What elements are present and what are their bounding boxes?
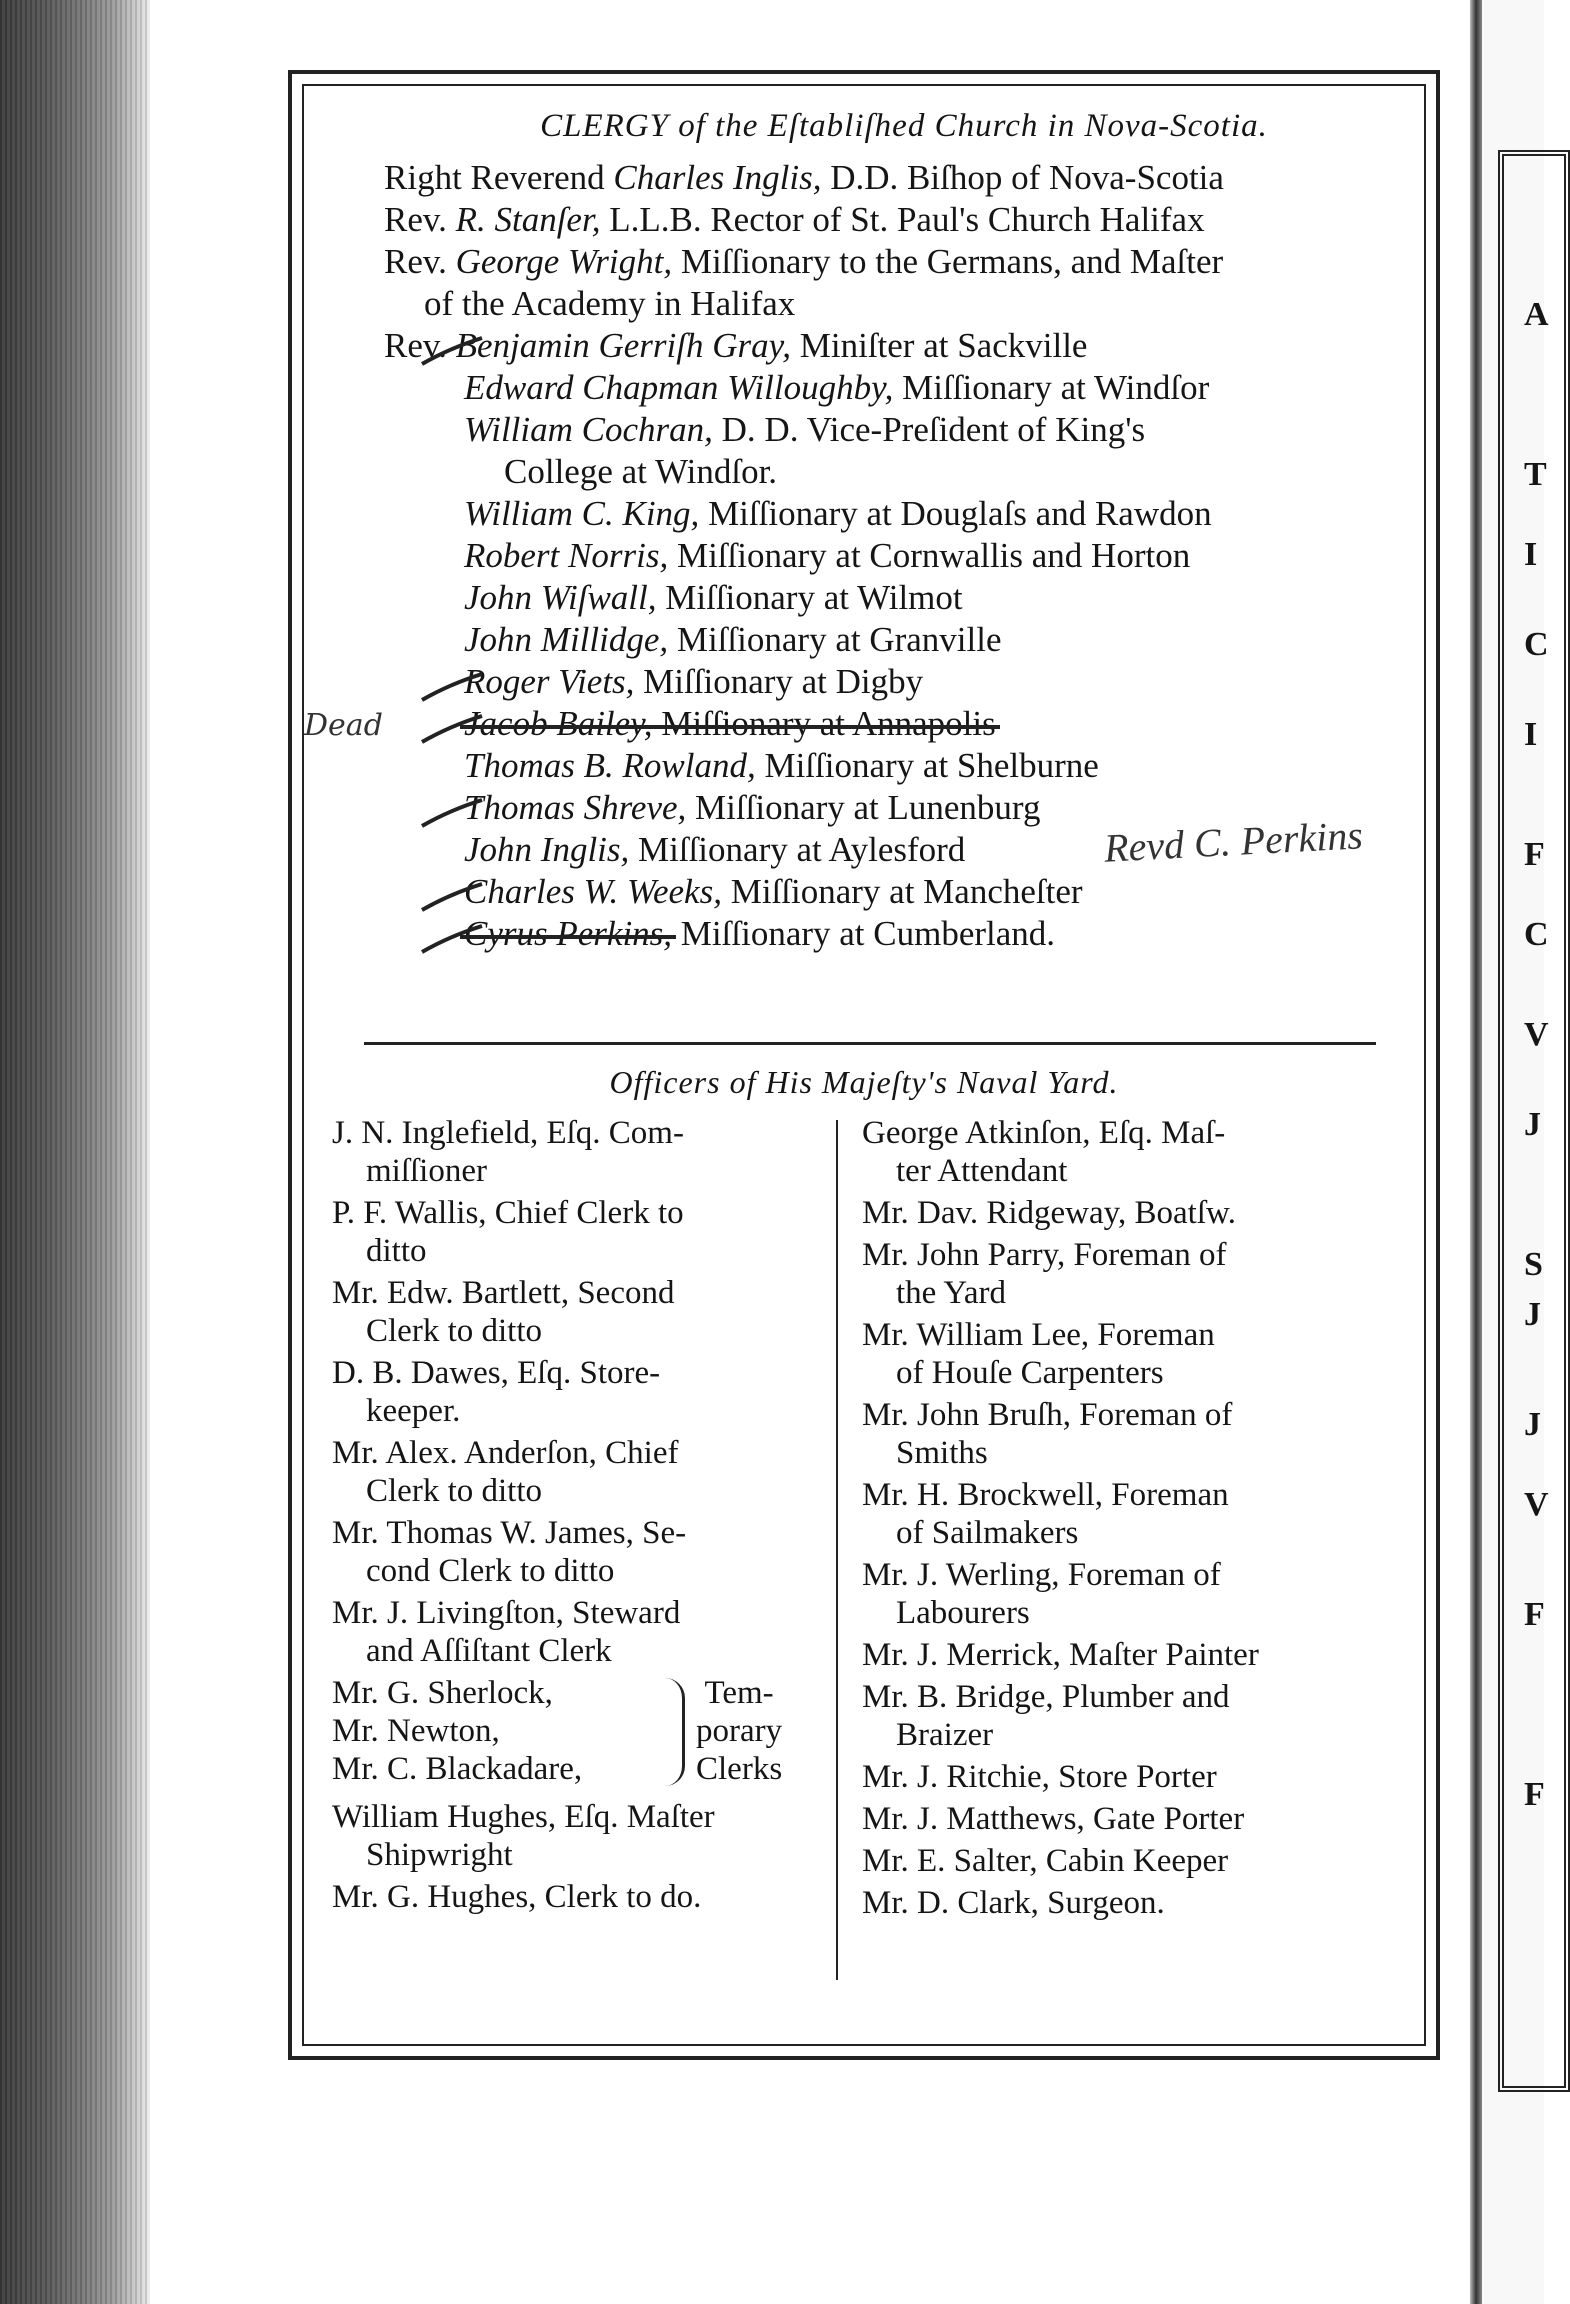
clergy-entry-role: Miniſter at Sackville [791,326,1088,365]
clergy-entry [384,577,1424,619]
clergy-entry-prefix: Rev. [384,242,456,281]
temporary-clerk-name: Mr. G. Sherlock, [332,1675,553,1711]
adjacent-page [1482,0,1549,2304]
clergy-entry [384,619,1424,661]
clergy-entry-name: Cyrus Perkins, [464,914,673,953]
clergy-entry-name: John Wiſwall, [464,578,657,617]
clergy-entry-name: John Inglis, [464,830,630,869]
clergy-entry [384,493,1424,535]
clergy-entry [384,745,1424,787]
adjacent-page-letter: F [1524,1596,1545,1633]
clergy-entry-role: Miſſionary at Granville [668,620,1002,659]
naval-officer-line-cont: of Houſe Carpenters [896,1355,1164,1391]
clergy-entry-role: Miſſionary at Digby [634,662,924,701]
clergy-entry-role: Miſſionary at Annapolis [652,704,996,743]
naval-officer-entry [332,1114,832,1190]
naval-officer-entry [862,1316,1362,1392]
handwritten-replacement-annotation: Revd C. Perkins [1102,812,1364,871]
clergy-entry-role: Miſſionary at Cumberland. [672,914,1056,953]
naval-officer-line: Mr. J. Livingſton, Steward [332,1595,681,1631]
temporary-label-line: Clerks [696,1751,783,1787]
naval-officer-entry [862,1636,1362,1674]
adjacent-page-frame [1498,150,1570,2092]
adjacent-page-letter: V [1524,1486,1549,1523]
clergy-entry [384,367,1424,409]
naval-officer-line: Mr. J. Matthews, Gate Porter [862,1801,1245,1837]
naval-officer-line: William Hughes, Eſq. Maſter [332,1799,715,1835]
naval-officer-line-cont: ditto [366,1233,427,1269]
clergy-entry-name: Roger Viets, [464,662,635,701]
naval-officer-line: Mr. J. Merrick, Maſter Painter [862,1637,1259,1673]
temporary-label-line: porary [696,1713,783,1749]
naval-officer-entry [862,1758,1362,1796]
document-frame [288,70,1440,2060]
adjacent-page-letter: A [1524,296,1549,333]
adjacent-page-letter: I [1524,716,1538,753]
clergy-entry-name: Thomas Shreve, [464,788,687,827]
adjacent-page-letter: F [1524,836,1545,873]
clergy-entry-name: Thomas B. Rowland, [464,746,756,785]
clergy-entry-prefix: Rev. [384,326,456,365]
clergy-entry [384,325,1424,367]
section-rule [364,1042,1376,1045]
clergy-entry-role: Miſſionary at Aylesford [629,830,966,869]
clergy-entry-role: L.L.B. Rector of St. Paul's Church Halifax [600,200,1205,239]
naval-officer-line-cont: Braizer [896,1717,994,1753]
clergy-entry-role: Miſſionary at Douglaſs and Rawdon [699,494,1212,533]
clergy-entry [384,199,1424,241]
clergy-entry-name: William Cochran, [464,410,713,449]
clergy-entry-prefix: Rev. [384,200,456,239]
naval-officer-line: Mr. John Parry, Foreman of [862,1237,1227,1273]
clergy-entry-role: Miſſionary to the Germans, and Maſter [672,242,1224,281]
handwritten-tick-mark [420,334,484,368]
naval-officer-entry [862,1800,1362,1838]
naval-officer-entry [862,1884,1362,1922]
clergy-entry-name: Jacob Bailey, [464,704,653,743]
clergy-entry-role: Miſſionary at Windſor [893,368,1210,407]
naval-officer-entry [862,1236,1362,1312]
naval-officer-line: Mr. J. Ritchie, Store Porter [862,1759,1217,1795]
naval-officer-line: Mr. B. Bridge, Plumber and [862,1679,1230,1715]
naval-officer-line-cont: miſſioner [366,1153,487,1189]
naval-officer-line-cont: and Aſſiſtant Clerk [366,1633,612,1669]
naval-officer-line: Mr. Thomas W. James, Se- [332,1515,687,1551]
clergy-entry [384,409,1424,451]
temporary-clerks-names [332,1674,582,1788]
clergy-entry-name: George Wright, [455,242,673,281]
clergy-entry-role: Miſſionary at Lunenburg [686,788,1041,827]
temporary-label-line: Tem- [704,1675,774,1711]
naval-officer-entry [332,1878,832,1916]
naval-officer-line-cont: Shipwright [366,1837,513,1873]
handwritten-tick-mark [420,670,484,704]
naval-officer-entry [332,1514,832,1590]
clergy-entry-role: Miſſionary at Wilmot [656,578,963,617]
naval-officer-line-cont: the Yard [896,1275,1007,1311]
temporary-clerks-group [332,1674,832,1794]
clergy-entry [384,871,1424,913]
naval-officer-line: Mr. G. Hughes, Clerk to do. [332,1879,702,1915]
clergy-entry-role: Miſſionary at Cornwallis and Horton [668,536,1191,575]
adjacent-page-letter: F [1524,1776,1545,1813]
clergy-entry-role: Miſſionary at Mancheſter [721,872,1083,911]
naval-officer-line-cont: cond Clerk to ditto [366,1553,615,1589]
adjacent-page-letter: J [1524,1296,1541,1333]
handwritten-tick-mark [420,880,484,914]
naval-officer-entry [862,1396,1362,1472]
clergy-entry-name: Edward Chapman Willoughby, [464,368,894,407]
adjacent-page-letter: C [1524,626,1549,663]
clergy-entry [384,157,1424,199]
book-page-edge [0,0,150,2304]
naval-officer-entry [862,1194,1362,1232]
naval-officer-line: Mr. E. Salter, Cabin Keeper [862,1843,1229,1879]
naval-officer-entry [332,1194,832,1270]
naval-officer-line-cont: Labourers [896,1595,1030,1631]
adjacent-page-letter: J [1524,1406,1541,1443]
clergy-entry-role: Miſſionary at Shelburne [755,746,1099,785]
clergy-entry [384,241,1424,283]
adjacent-page-letter: I [1524,536,1538,573]
adjacent-page-letter: C [1524,916,1549,953]
clergy-entry-name: Charles Inglis, [613,158,822,197]
naval-officer-line-cont: of Sailmakers [896,1515,1079,1551]
naval-officer-line: J. N. Inglefield, Eſq. Com- [332,1115,684,1151]
clergy-entry-name: William C. King, [464,494,700,533]
handwritten-tick-mark [420,922,484,956]
column-divider [836,1120,838,1980]
clergy-entry [304,703,1424,745]
naval-officer-entry [332,1798,832,1874]
naval-officer-line: Mr. H. Brockwell, Foreman [862,1477,1229,1513]
clergy-entry [384,535,1424,577]
naval-officer-entry [332,1274,832,1350]
naval-officer-line-cont: ter Attendant [896,1153,1068,1189]
brace-bracket [662,1678,685,1786]
naval-officer-line: Mr. John Bruſh, Foreman of [862,1397,1233,1433]
clergy-entry-name: R. Stanſer, [455,200,601,239]
clergy-entry-role: College at Windſor. [504,452,778,491]
naval-officer-line: Mr. Edw. Bartlett, Second [332,1275,675,1311]
naval-officer-line: P. F. Wallis, Chief Clerk to [332,1195,684,1231]
handwritten-tick-mark [420,796,484,830]
clergy-entry [384,661,1424,703]
temporary-clerk-name: Mr. C. Blackadare, [332,1751,583,1787]
naval-officer-line: D. B. Dawes, Eſq. Store- [332,1355,661,1391]
naval-officer-entry [862,1842,1362,1880]
naval-officer-line: Mr. J. Werling, Foreman of [862,1557,1221,1593]
adjacent-page-letter: V [1524,1016,1549,1053]
clergy-entry [384,283,1424,325]
naval-yard-title: Officers of His Majeſty's Naval Yard. [609,1064,1119,1100]
naval-officer-line-cont: Clerk to ditto [366,1473,542,1509]
naval-officer-line: George Atkinſon, Eſq. Maſ- [862,1115,1226,1151]
naval-officer-line: Mr. Dav. Ridgeway, Boatſw. [862,1195,1236,1231]
naval-officer-entry [332,1354,832,1430]
clergy-entry-name: John Millidge, [464,620,669,659]
naval-officer-entry [862,1476,1362,1552]
clergy-title: CLERGY of the Eſtabliſhed Church in Nova-Scotia. [540,108,1268,144]
clergy-entry-role: of the Academy in Halifax [424,284,796,323]
naval-officer-entry [862,1556,1362,1632]
clergy-entry-name: Charles W. Weeks, [464,872,722,911]
clergy-entry-name: Robert Norris, [464,536,669,575]
book-spine [1470,0,1482,2304]
naval-officer-line-cont: Smiths [896,1435,988,1471]
temporary-clerks-label [696,1674,782,1788]
clergy-entry-prefix: Right Reverend [384,158,614,197]
adjacent-page-letter: J [1524,1106,1541,1143]
clergy-entry-role: D. D. Vice-Preſident of King's [712,410,1146,449]
clergy-entry [384,913,1424,955]
clergy-entry-name: Benjamin Gerriſh Gray, [455,326,791,365]
naval-left-column [332,1114,832,1920]
adjacent-page-letter: S [1524,1246,1543,1283]
handwritten-dead-annotation: Dead [304,708,383,743]
naval-officer-line: Mr. D. Clark, Surgeon. [862,1885,1165,1921]
naval-officer-line-cont: keeper. [366,1393,461,1429]
naval-officer-entry [862,1678,1362,1754]
naval-officer-entry [332,1594,832,1670]
naval-officer-entry [862,1114,1362,1190]
handwritten-tick-mark [420,712,484,746]
clergy-entry [384,451,1424,493]
naval-officer-entry [332,1434,832,1510]
naval-officer-line: Mr. Alex. Anderſon, Chief [332,1435,679,1471]
naval-right-column [862,1114,1362,1926]
naval-officer-line-cont: Clerk to ditto [366,1313,542,1349]
naval-officer-line: Mr. William Lee, Foreman [862,1317,1215,1353]
adjacent-page-letter: T [1524,456,1547,493]
temporary-clerk-name: Mr. Newton, [332,1713,500,1749]
clergy-entry-role: D.D. Biſhop of Nova-Scotia [821,158,1224,197]
